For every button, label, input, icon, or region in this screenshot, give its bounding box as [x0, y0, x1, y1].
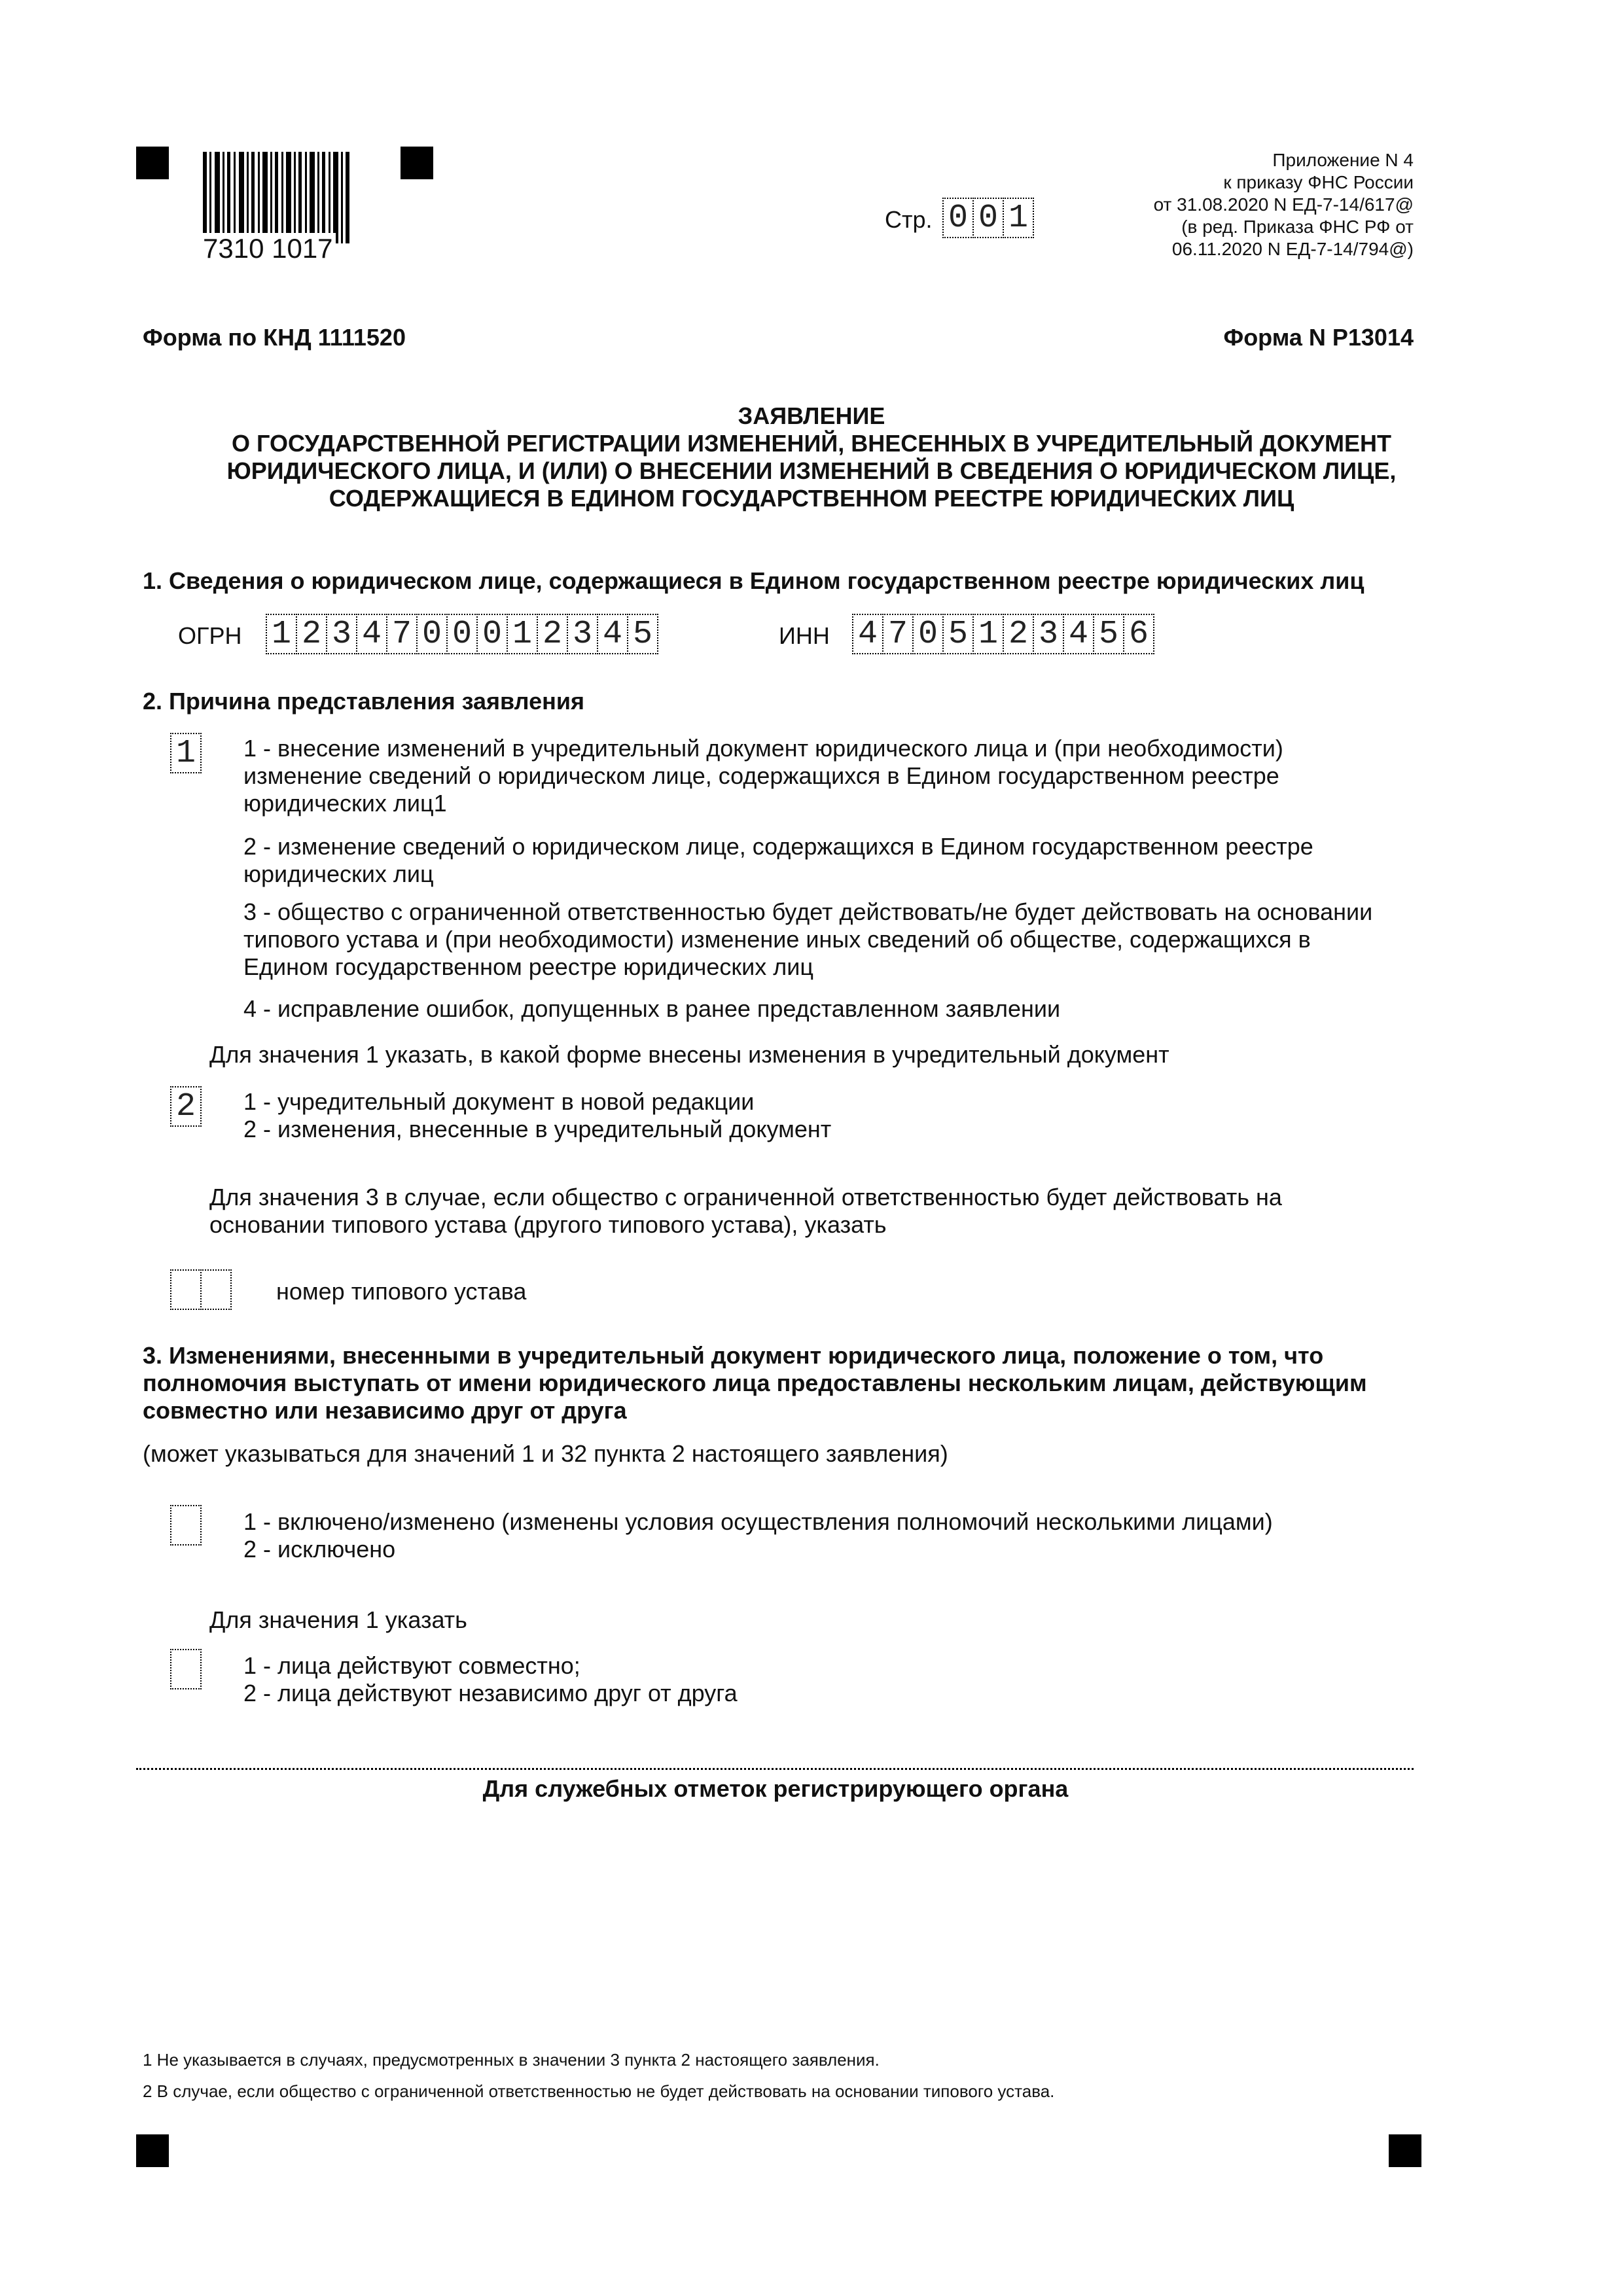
appendix-line: к приказу ФНС России	[1223, 172, 1414, 192]
reason-line: 1 - внесение изменений в учредительный документ юридического лица и (при необходимости)	[243, 735, 1283, 762]
mode-cells	[170, 1649, 202, 1689]
page-cell[interactable]: 0	[942, 198, 974, 238]
inn-cell[interactable]: 2	[1003, 614, 1034, 654]
ogrn-cell[interactable]: 1	[266, 614, 297, 654]
status-option: 1 - включено/изменено (изменены условия осуществления полномочий несколькими лицами)	[243, 1508, 1273, 1535]
reason-line: юридических лиц1	[243, 790, 447, 817]
reason-line: юридических лиц	[243, 860, 434, 887]
reason-line: Едином государственном реестре юридических лиц	[243, 953, 813, 980]
corner-marker-top-left	[136, 147, 169, 179]
inn-cell[interactable]: 7	[882, 614, 914, 654]
inn-cell[interactable]: 6	[1123, 614, 1154, 654]
inn-cell[interactable]: 5	[942, 614, 974, 654]
inn-cell[interactable]: 4	[1063, 614, 1094, 654]
charter-cell[interactable]	[200, 1269, 232, 1310]
status-cell[interactable]	[170, 1505, 202, 1545]
inn-cell[interactable]: 5	[1093, 614, 1124, 654]
mode-option: 2 - лица действуют независимо друг от друга	[243, 1680, 738, 1706]
ogrn-cell[interactable]: 5	[627, 614, 658, 654]
form-knd: Форма по КНД 1111520	[143, 324, 406, 351]
charter-note-line: Для значения 3 в случае, если общество с ограниченной ответственностью будет действовать на	[209, 1184, 1282, 1210]
service-heading: Для служебных отметок регистрирующего органа	[482, 1775, 1069, 1802]
section3-heading: 3. Изменениями, внесенными в учредительный документ юридического лица, положение о том, что	[143, 1342, 1324, 1369]
status-option: 2 - исключено	[243, 1536, 396, 1563]
section1-heading: 1. Сведения о юридическом лице, содержащиеся в Едином государственном реестре юридических лиц	[143, 567, 1364, 594]
section3-note: (может указываться для значений 1 и 32 пункта 2 настоящего заявления)	[143, 1440, 948, 1467]
ogrn-cell[interactable]: 3	[567, 614, 598, 654]
ogrn-cells	[266, 614, 658, 654]
inn-cells	[852, 614, 1154, 654]
ogrn-cell[interactable]: 3	[326, 614, 357, 654]
service-divider	[136, 1768, 1414, 1770]
form-option: 2 - изменения, внесенные в учредительный документ	[243, 1116, 832, 1142]
reason-line: изменение сведений о юридическом лице, содержащихся в Едином государственном реестре	[243, 762, 1279, 789]
status-cells	[170, 1505, 202, 1545]
reason-line: 2 - изменение сведений о юридическом лице, содержащихся в Едином государственном реестре	[243, 833, 1313, 860]
form-cells	[170, 1086, 202, 1127]
appendix-line: 06.11.2020 N ЕД-7-14/794@)	[1171, 239, 1414, 259]
barcode	[203, 152, 366, 267]
appendix-line: от 31.08.2020 N ЕД-7-14/617@	[1153, 194, 1414, 215]
corner-marker-bottom-left	[136, 2134, 169, 2167]
ogrn-cell[interactable]: 4	[597, 614, 628, 654]
ogrn-cell[interactable]: 4	[356, 614, 387, 654]
ogrn-cell[interactable]: 7	[386, 614, 418, 654]
reason-line: 3 - общество с ограниченной ответственностью будет действовать/не будет действовать на основании	[243, 898, 1373, 925]
inn-cell[interactable]: 0	[912, 614, 944, 654]
corner-marker-top-right	[401, 147, 433, 179]
barcode-number: 7310 1017	[203, 233, 336, 264]
reason-line: типового устава и (при необходимости) изменение иных сведений об обществе, содержащихся в	[243, 926, 1311, 953]
document-title-line: СОДЕРЖАЩИЕСЯ В ЕДИНОМ ГОСУДАРСТВЕННОМ РЕЕСТРЕ ЮРИДИЧЕСКИХ ЛИЦ	[329, 485, 1294, 512]
ogrn-cell[interactable]: 0	[446, 614, 478, 654]
ogrn-cell[interactable]: 2	[296, 614, 327, 654]
form-option: 1 - учредительный документ в новой редакции	[243, 1088, 755, 1115]
reason-cell[interactable]: 1	[170, 733, 202, 773]
form-number: Форма N Р13014	[1223, 324, 1414, 351]
mode-cell[interactable]	[170, 1649, 202, 1689]
document-title-line: О ГОСУДАРСТВЕННОЙ РЕГИСТРАЦИИ ИЗМЕНЕНИЙ, ВНЕСЕННЫХ В УЧРЕДИТЕЛЬНЫЙ ДОКУМЕНТ	[232, 430, 1391, 457]
appendix-line: Приложение N 4	[1272, 150, 1414, 170]
footnote: 2 В случае, если общество с ограниченной ответственностью не будет действовать на основании типового устава.	[143, 2081, 1055, 2101]
footnote: 1 Не указывается в случаях, предусмотренных в значении 3 пункта 2 настоящего заявления.	[143, 2050, 880, 2070]
charter-cells	[170, 1269, 232, 1310]
form-note: Для значения 1 указать, в какой форме внесены изменения в учредительный документ	[209, 1041, 1169, 1068]
page-cell[interactable]: 0	[972, 198, 1004, 238]
document-title-line: ЮРИДИЧЕСКОГО ЛИЦА, И (ИЛИ) О ВНЕСЕНИИ ИЗМЕНЕНИЙ В СВЕДЕНИЯ О ЮРИДИЧЕСКОМ ЛИЦЕ,	[226, 457, 1397, 484]
inn-cell[interactable]: 1	[972, 614, 1004, 654]
corner-marker-bottom-right	[1389, 2134, 1421, 2167]
charter-label: номер типового устава	[276, 1278, 527, 1305]
section3-heading-line: совместно или независимо друг от друга	[143, 1397, 627, 1424]
charter-note-line: основании типового устава (другого типового устава), указать	[209, 1211, 887, 1238]
ogrn-cell[interactable]: 0	[416, 614, 448, 654]
section2-heading: 2. Причина представления заявления	[143, 688, 584, 715]
page-cell[interactable]: 1	[1003, 198, 1034, 238]
inn-cell[interactable]: 3	[1033, 614, 1064, 654]
inn-label: ИНН	[779, 622, 830, 649]
ogrn-cell[interactable]: 0	[476, 614, 508, 654]
reason-cells	[170, 733, 202, 773]
document-title: ЗАЯВЛЕНИЕ	[738, 402, 885, 429]
reason-line: 4 - исправление ошибок, допущенных в ранее представленном заявлении	[243, 995, 1061, 1022]
ogrn-label: ОГРН	[178, 622, 242, 649]
mode-option: 1 - лица действуют совместно;	[243, 1652, 580, 1679]
section3-heading-line: полномочия выступать от имени юридического лица предоставлены нескольким лицам, действующим	[143, 1369, 1367, 1396]
value-note: Для значения 1 указать	[209, 1606, 467, 1633]
charter-cell[interactable]	[170, 1269, 202, 1310]
form-cell[interactable]: 2	[170, 1086, 202, 1127]
ogrn-cell[interactable]: 2	[537, 614, 568, 654]
inn-cell[interactable]: 4	[852, 614, 883, 654]
ogrn-cell[interactable]: 1	[507, 614, 538, 654]
page-number-cells	[942, 198, 1034, 238]
appendix-line: (в ред. Приказа ФНС РФ от	[1181, 217, 1414, 237]
barcode-bars	[203, 152, 366, 243]
page-label: Стр.	[885, 206, 933, 233]
